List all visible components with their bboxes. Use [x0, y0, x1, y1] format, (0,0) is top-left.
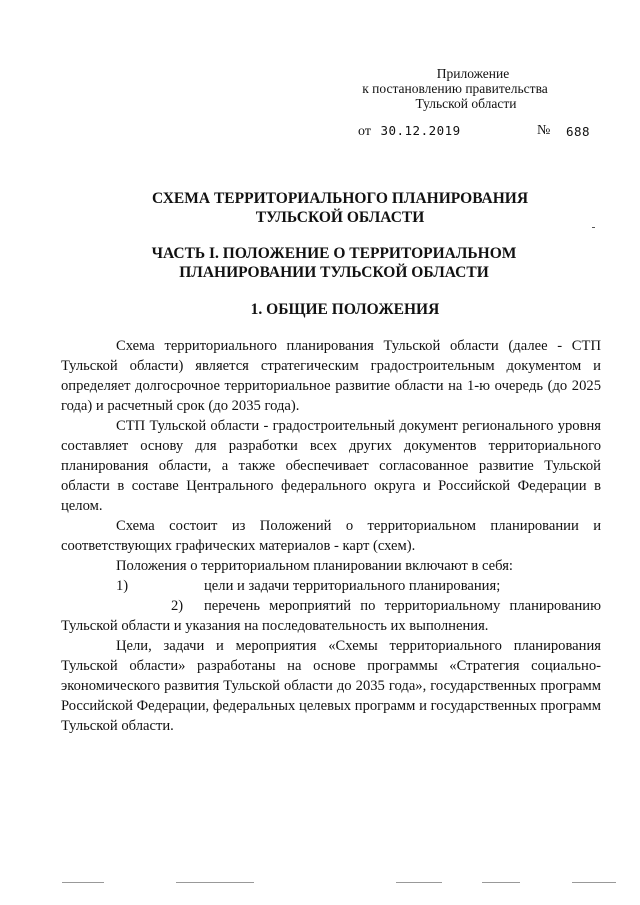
attachment-line-1: Приложение — [436, 66, 510, 81]
section-title: 1. ОБЩИЕ ПОЛОЖЕНИЯ — [250, 301, 440, 318]
part-title-line-2: ПЛАНИРОВАНИИ ТУЛЬСКОЙ ОБЛАСТИ — [179, 264, 489, 281]
paragraph: Схема территориального планирования Тульской области (далее - СТП Тульской области) является стратегическим градостроительным документом и определяет долгосрочное территориальное развитие области на 1-ю очередь (до 2025 года) и расчетный срок (до 2035 года). — [61, 338, 601, 414]
list-item-text: цели и задачи территориального планирования; — [204, 578, 501, 594]
document-title — [0, 189, 640, 227]
paragraph: СТП Тульской области - градостроительный документ регионального уровня составляет основу для разработки всех других документов территориального планирования области, а также обеспечивает согласованное развитие Тульской области в составе Центрального федерального округа и Российской Федерации в целом. — [61, 418, 601, 514]
date-prefix: от — [358, 124, 371, 139]
registration-number: 688 — [566, 124, 591, 139]
attachment-line-2: к постановлению правительства — [362, 81, 548, 96]
scan-mark — [592, 227, 595, 228]
list-item-text: перечень мероприятий по территориальному планированию Тульской области и указания на последовательность их выполнения. — [61, 598, 601, 634]
document-body — [61, 336, 601, 736]
paragraph: Схема состоит из Положений о территориальном планировании и соответствующих графических материалов - карт (схем). — [61, 518, 601, 554]
list-marker: 2) — [171, 598, 184, 614]
registration-line — [358, 123, 608, 140]
list-item — [61, 596, 601, 636]
attachment-block — [300, 66, 610, 111]
attachment-line-3: Тульской области — [415, 96, 517, 111]
document-title-line-1: СХЕМА ТЕРРИТОРИАЛЬНОГО ПЛАНИРОВАНИЯ — [151, 190, 529, 207]
list-marker: 1) — [116, 578, 129, 594]
registration-date: 30.12.2019 — [380, 123, 461, 138]
part-title-line-1: ЧАСТЬ I. ПОЛОЖЕНИЕ О ТЕРРИТОРИАЛЬНОМ — [151, 245, 517, 262]
closing-paragraph: Цели, задачи и мероприятия «Схемы территориального планирования Тульской области» разработаны на основе программы «Стратегия социально-экономического развития Тульской области до 2035 года», государственных программ Российской Федерации, федеральных целевых программ и государственных программ Тульской области. — [61, 638, 601, 734]
number-sign: № — [537, 123, 551, 138]
list-item — [61, 576, 601, 596]
scan-artifacts — [0, 882, 640, 890]
paragraph: Положения о территориальном планировании включают в себя: — [116, 558, 513, 574]
document-title-line-2: ТУЛЬСКОЙ ОБЛАСТИ — [255, 209, 425, 226]
part-title — [0, 244, 640, 282]
